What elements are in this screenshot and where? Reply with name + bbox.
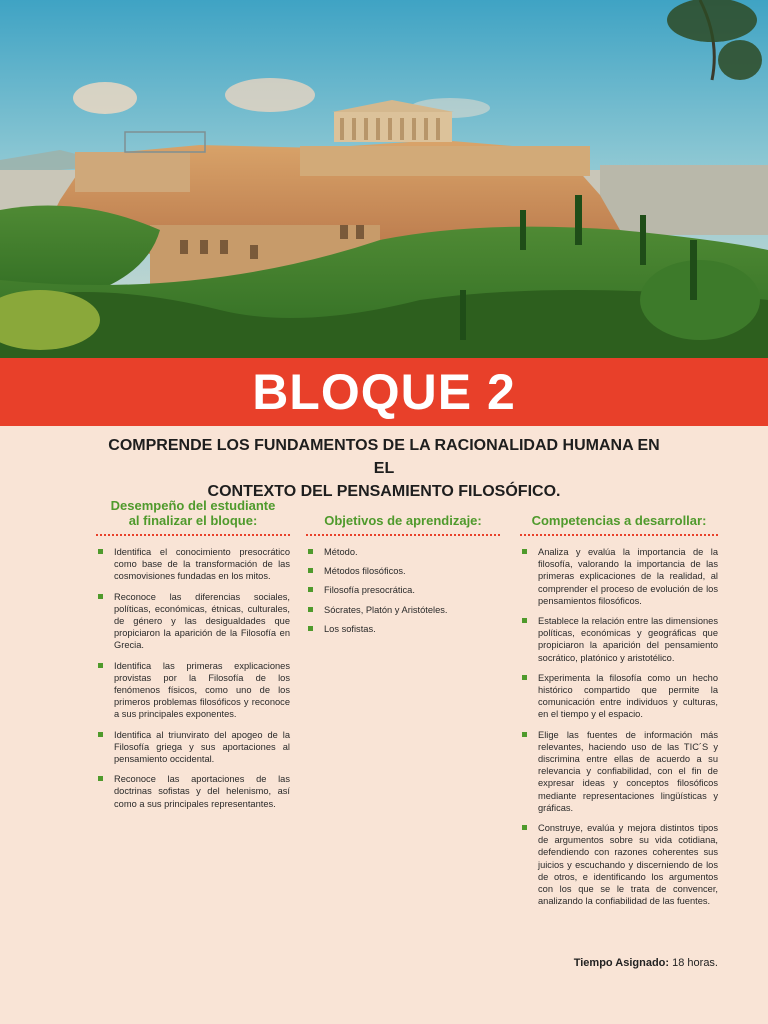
desempeno-list	[96, 546, 290, 810]
dotted-divider	[306, 534, 500, 536]
subtitle-line-2: CONTEXTO DEL PENSAMIENTO FILOSÓFICO.	[207, 483, 561, 500]
list-item: Filosofía presocrática.	[306, 584, 500, 596]
list-item: Método.	[306, 546, 500, 558]
column-heading-line-1: Desempeño del estudiante	[110, 498, 276, 513]
list-item: Elige las fuentes de información más relevantes, haciendo uso de las TIC´S y discrimina entre ellas de acuerdo a su relevancia y confiabilidad, con el fin de expresar ideas y conceptos filosóficos mediante representaciones lingüísticas y gráficas.	[520, 729, 718, 814]
time-assigned-value: 18 horas.	[672, 957, 718, 969]
list-item: Establece la relación entre las dimensiones políticas, económicas y geográficas que propiciaron la aparición del pensamiento socrático, platónico y aristotélico.	[520, 615, 718, 664]
list-item: Reconoce las aportaciones de las doctrinas sofistas y del helenismo, así como a sus principales representantes.	[96, 773, 290, 810]
column-heading-objetivos	[306, 490, 500, 528]
hero-photo-acropolis	[0, 0, 768, 358]
column-heading-text: Competencias a desarrollar:	[531, 513, 707, 528]
column-objetivos	[306, 490, 500, 642]
list-item: Analiza y evalúa la importancia de la filosofía, valorando la importancia de las primeras explicaciones de la realidad, al comprender el proceso de evolución de los pensamientos filosóficos.	[520, 546, 718, 607]
list-item: Identifica las primeras explicaciones provistas por la Filosofía de los fenómenos físicos, como uno de los primeros problemas filosóficos y reconoce a sus principales exponentes.	[96, 660, 290, 721]
dotted-divider	[96, 534, 290, 536]
time-assigned	[574, 957, 718, 969]
objetivos-list	[306, 546, 500, 635]
column-desempeno	[96, 490, 290, 818]
time-assigned-label: Tiempo Asignado:	[573, 957, 670, 969]
dotted-divider	[520, 534, 718, 536]
list-item: Sócrates, Platón y Aristóteles.	[306, 604, 500, 616]
list-item: Identifica al triunvirato del apogeo de la Filosofía griega y sus aportaciones al pensamiento occidental.	[96, 729, 290, 766]
block-title: BLOQUE 2	[252, 364, 516, 420]
column-heading-competencias	[520, 490, 718, 528]
column-heading-desempeno	[96, 490, 290, 528]
list-item: Los sofistas.	[306, 623, 500, 635]
block-title-banner	[0, 358, 768, 426]
list-item: Métodos filosóficos.	[306, 565, 500, 577]
column-heading-line-2: al finalizar el bloque:	[128, 513, 258, 528]
competencias-list	[520, 546, 718, 907]
list-item: Experimenta la filosofía como un hecho histórico compartido que permite la comunicación entre individuos y culturas, en el tiempo y el espacio.	[520, 672, 718, 721]
list-item: Identifica el conocimiento presocrático como base de la transformación de las cosmovisiones fundadas en los mitos.	[96, 546, 290, 583]
list-item: Construye, evalúa y mejora distintos tipos de argumentos sobre su vida cotidiana, defendiendo con razones coherentes sus juicios y escuchando y discerniendo de los de otros, e identificando los argumentos con los que se le trata de convencer, analizando la confiabilidad de las fuentes.	[520, 822, 718, 907]
column-heading-text: Objetivos de aprendizaje:	[324, 513, 482, 528]
subtitle-line-1: COMPRENDE LOS FUNDAMENTOS DE LA RACIONALIDAD HUMANA EN EL	[108, 437, 660, 477]
list-item: Reconoce las diferencias sociales, políticas, económicas, étnicas, culturales, de género y las desigualdades que propiciaron la aparición de la Filosofía en Grecia.	[96, 591, 290, 652]
column-competencias	[520, 490, 718, 915]
